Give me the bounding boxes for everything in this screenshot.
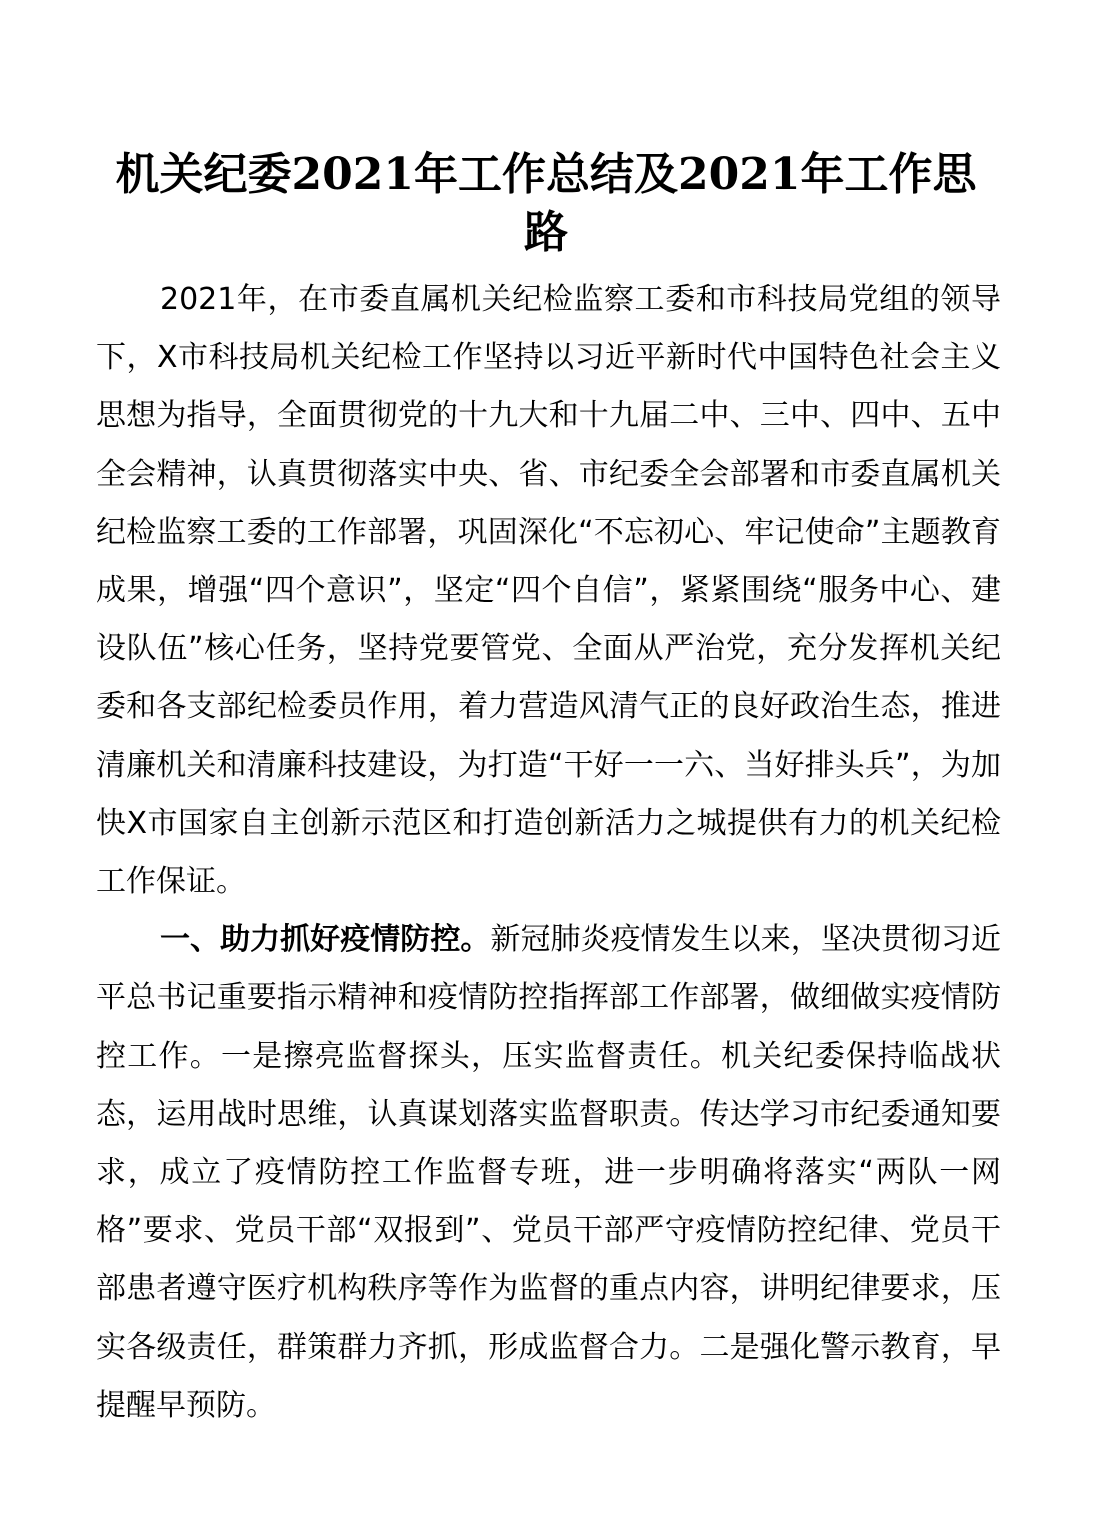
paragraph-lead: 一、助力抓好疫情防控。	[160, 922, 491, 958]
document-title: 机关纪委2021年工作总结及2021年工作思路	[115, 149, 977, 258]
paragraph-intro	[96, 271, 1001, 911]
paragraph-text: 2021年，在市委直属机关纪检监察工委和市科技局党组的领导下，X市科技局机关纪检工作坚持以习近平新时代中国特色社会主义思想为指导，全面贯彻党的十九大和十九届二中、三中、四中、五中全会精神，认真贯彻落实中央、省、市纪委全会部署和市委直属机关纪检监察工委的工作部署，巩固深化“不忘初心、牢记使命”主题教育成果，增强“四个意识”，坚定“四个自信”，紧紧围绕“服务中心、建设队伍”核心任务，坚持党要管党、全面从严治党，充分发挥机关纪委和各支部纪检委员作用，着力营造风清气正的良好政治生态，推进清廉机关和清廉科技建设，为打造“干好一一六、当好排头兵”，为加快X市国家自主创新示范区和打造创新活力之城提供有力的机关纪检工作保证。	[96, 282, 1001, 900]
document-body	[96, 271, 1001, 1435]
paragraph-section-1	[96, 911, 1001, 1435]
paragraph-text: 新冠肺炎疫情发生以来，坚决贯彻习近平总书记重要指示精神和疫情防控指挥部工作部署，做细做实疫情防控工作。一是擦亮监督探头，压实监督责任。机关纪委保持临战状态，运用战时思维，认真谋划落实监督职责。传达学习市纪委通知要求，成立了疫情防控工作监督专班，进一步明确将落实“两队一网格”要求、党员干部“双报到”、党员干部严守疫情防控纪律、党员干部患者遵守医疗机构秩序等作为监督的重点内容，讲明纪律要求，压实各级责任，群策群力齐抓，形成监督合力。二是强化警示教育，早提醒早预防。	[96, 922, 1002, 1423]
